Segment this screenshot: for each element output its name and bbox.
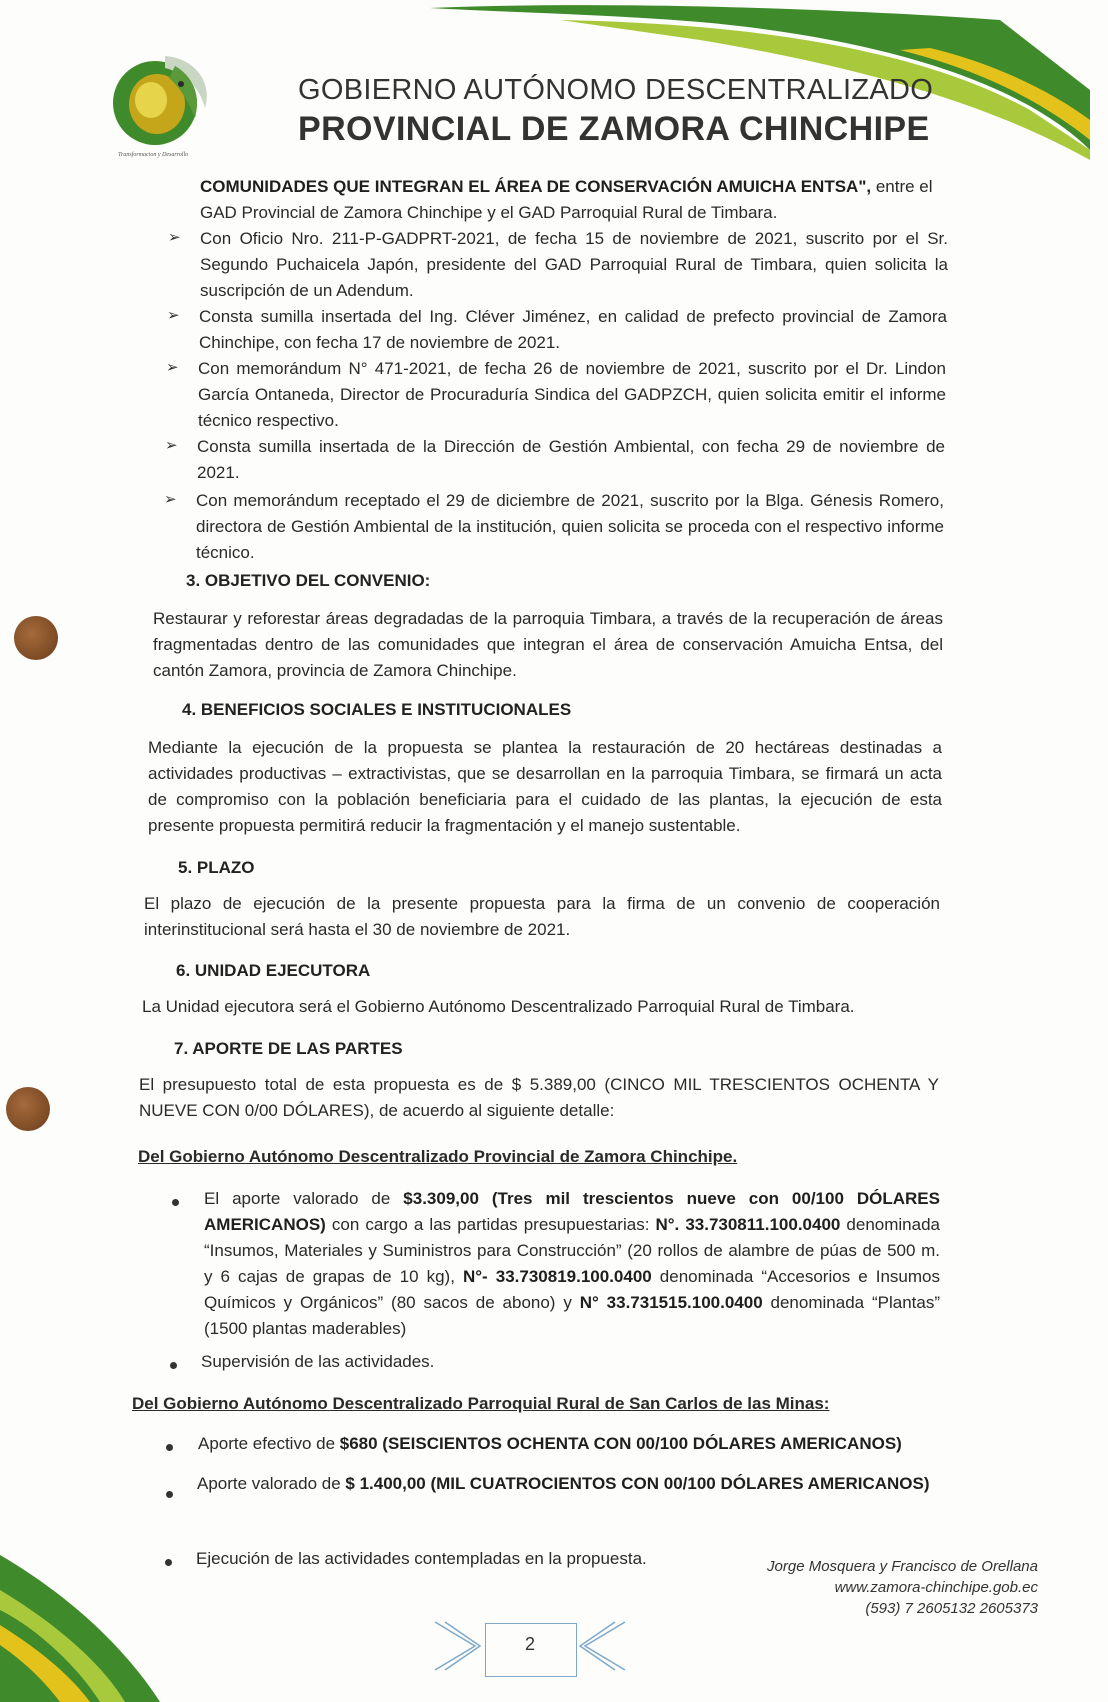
bullet-dot <box>165 1559 172 1566</box>
prefecture-logo <box>105 48 217 148</box>
amount-bold: $680 (SEISCIENTOS OCHENTA CON 00/100 DÓLARES AMERICANOS) <box>339 1434 902 1453</box>
bullet-dot <box>166 1444 173 1451</box>
section-4-heading: 4. BENEFICIOS SOCIALES E INSTITUCIONALES <box>182 700 572 719</box>
aporte-parroquial-item-2 <box>197 1471 937 1497</box>
text-run: Aporte valorado de <box>197 1474 346 1493</box>
page-number: 2 <box>524 1634 535 1654</box>
footer-phone: (593) 7 2605132 2605373 <box>865 1600 1038 1617</box>
aporte-provincial-title: Del Gobierno Autónomo Descentralizado Provincial de Zamora Chinchipe. <box>138 1147 738 1166</box>
header-org-line2: PROVINCIAL DE ZAMORA CHINCHIPE <box>298 110 930 148</box>
arrow-bullet-icon: ➢ <box>165 437 178 454</box>
text-run: denominada “Plantas” (1500 plantas maderables) <box>204 1293 940 1338</box>
section-3-body: Restaurar y reforestar áreas degradadas de la parroquia Timbara, a través de la recuperación de áreas fragmentadas dentro de las comunidades que integran el área de conservación Amuicha Entsa, del cantón Zamora, provincia de Zamora Chinchipe. <box>153 609 943 680</box>
text-run: Aporte efectivo de <box>198 1434 340 1453</box>
aporte-provincial-item-1 <box>204 1186 940 1342</box>
antecedente-item: Con memorándum N° 471-2021, de fecha 26 de noviembre de 2021, suscrito por el Dr. Lindon García Ontaneda, Director de Procuraduría Sindica del GADPZCH, quien solicita emitir el informe técnico respectivo. <box>198 359 946 430</box>
text-run: denominada “Accesorios e Insumos Químicos y Orgánicos” (80 sacos de abono) y <box>204 1267 940 1312</box>
intro-line1-rest: entre el <box>871 177 933 196</box>
bullet-dot <box>172 1199 179 1206</box>
amount-bold: $ 1.400,00 (MIL CUATROCIENTOS CON 00/100 DÓLARES AMERICANOS) <box>345 1474 930 1493</box>
bullet-dot <box>170 1362 177 1369</box>
intro-line1-bold: COMUNIDADES QUE INTEGRAN EL ÁREA DE CONSERVACIÓN AMUICHA ENTSA", <box>200 177 872 196</box>
aporte-parroquial-item-1 <box>198 1431 902 1457</box>
section-4-body: Mediante la ejecución de la propuesta se plantea la restauración de 20 hectáreas destinadas a actividades productivas – extractivistas, que se desarrollan en la parroquia Timbara, se firmará un acta de compromiso con la población beneficiaria para el cuidado de las plantas, la ejecución de esta presente propuesta permitirá reducir la fragmentación y el manejo sustentable. <box>148 738 942 835</box>
text-run: El aporte valorado de <box>204 1189 404 1208</box>
antecedente-item: Consta sumilla insertada del Ing. Cléver Jiménez, en calidad de prefecto provincial de Zamora Chinchipe, con fecha 17 de noviembre de 2021. <box>199 307 947 352</box>
arrow-bullet-icon: ➢ <box>167 307 180 324</box>
logo-tagline: Transformacion y Desarrollo <box>118 152 189 158</box>
punch-hole <box>14 616 58 660</box>
partida-number: N° 33.731515.100.0400 <box>579 1293 763 1312</box>
antecedente-item: Con memorándum receptado el 29 de diciembre de 2021, suscrito por la Blga. Génesis Romero, directora de Gestión Ambiental de la institución, quien solicita se proceda con el respectivo informe técnico. <box>196 491 944 562</box>
text-run: denominada “Insumos, Materiales y Suministros para Construcción” (20 rollos de alambre de púas de 500 m. y 6 cajas de grapas de 10 kg), <box>204 1215 940 1286</box>
intro-line1 <box>200 174 950 200</box>
footer-contact <box>767 1556 1038 1619</box>
arrow-bullet-icon: ➢ <box>164 491 177 508</box>
partida-number: N°. 33.730811.100.0400 <box>655 1215 841 1234</box>
section-5-body: El plazo de ejecución de la presente propuesta para la firma de un convenio de cooperación interinstitucional será hasta el 30 de noviembre de 2021. <box>144 894 940 939</box>
section-7-body: El presupuesto total de esta propuesta es de $ 5.389,00 (CINCO MIL TRESCIENTOS OCHENTA Y NUEVE CON 0/00 DÓLARES), de acuerdo al siguiente detalle: <box>139 1075 939 1120</box>
section-7-heading: 7. APORTE DE LAS PARTES <box>174 1039 403 1058</box>
section-5-heading: 5. PLAZO <box>178 858 255 877</box>
header-org-line1: GOBIERNO AUTÓNOMO DESCENTRALIZADO <box>298 74 934 106</box>
footer-website: www.zamora-chinchipe.gob.ec <box>834 1579 1038 1596</box>
intro-line2: GAD Provincial de Zamora Chinchipe y el GAD Parroquial Rural de Timbara. <box>200 203 778 222</box>
section-6-heading: 6. UNIDAD EJECUTORA <box>176 961 371 980</box>
text-run: con cargo a las partidas presupuestarias: <box>325 1215 656 1234</box>
bullet-dot <box>166 1491 173 1498</box>
partida-number: N°- 33.730819.100.0400 <box>462 1267 652 1286</box>
arrow-bullet-icon: ➢ <box>168 229 181 246</box>
antecedente-item: Con Oficio Nro. 211-P-GADPRT-2021, de fecha 15 de noviembre de 2021, suscrito por el Sr. Segundo Puchaicela Japón, presidente del GAD Parroquial Rural de Timbara, quien solicita la suscripción de un Adendum. <box>200 229 948 300</box>
aporte-parroquial-item-3: Ejecución de las actividades contempladas en la propuesta. <box>196 1549 647 1568</box>
section-6-body: La Unidad ejecutora será el Gobierno Autónomo Descentralizado Parroquial Rural de Timbara. <box>142 997 855 1016</box>
arrow-bullet-icon: ➢ <box>166 359 179 376</box>
punch-hole <box>6 1087 50 1131</box>
aporte-parroquial-title: Del Gobierno Autónomo Descentralizado Parroquial Rural de San Carlos de las Minas: <box>132 1394 830 1413</box>
section-3-heading: 3. OBJETIVO DEL CONVENIO: <box>186 571 431 590</box>
antecedente-item: Consta sumilla insertada de la Dirección de Gestión Ambiental, con fecha 29 de noviembre de 2021. <box>197 437 945 482</box>
amount-bold: $3.309,00 (Tres mil trescientos nueve con 00/100 DÓLARES AMERICANOS) <box>204 1189 940 1234</box>
aporte-provincial-item-2: Supervisión de las actividades. <box>201 1352 435 1371</box>
footer-address: Jorge Mosquera y Francisco de Orellana <box>767 1558 1038 1575</box>
